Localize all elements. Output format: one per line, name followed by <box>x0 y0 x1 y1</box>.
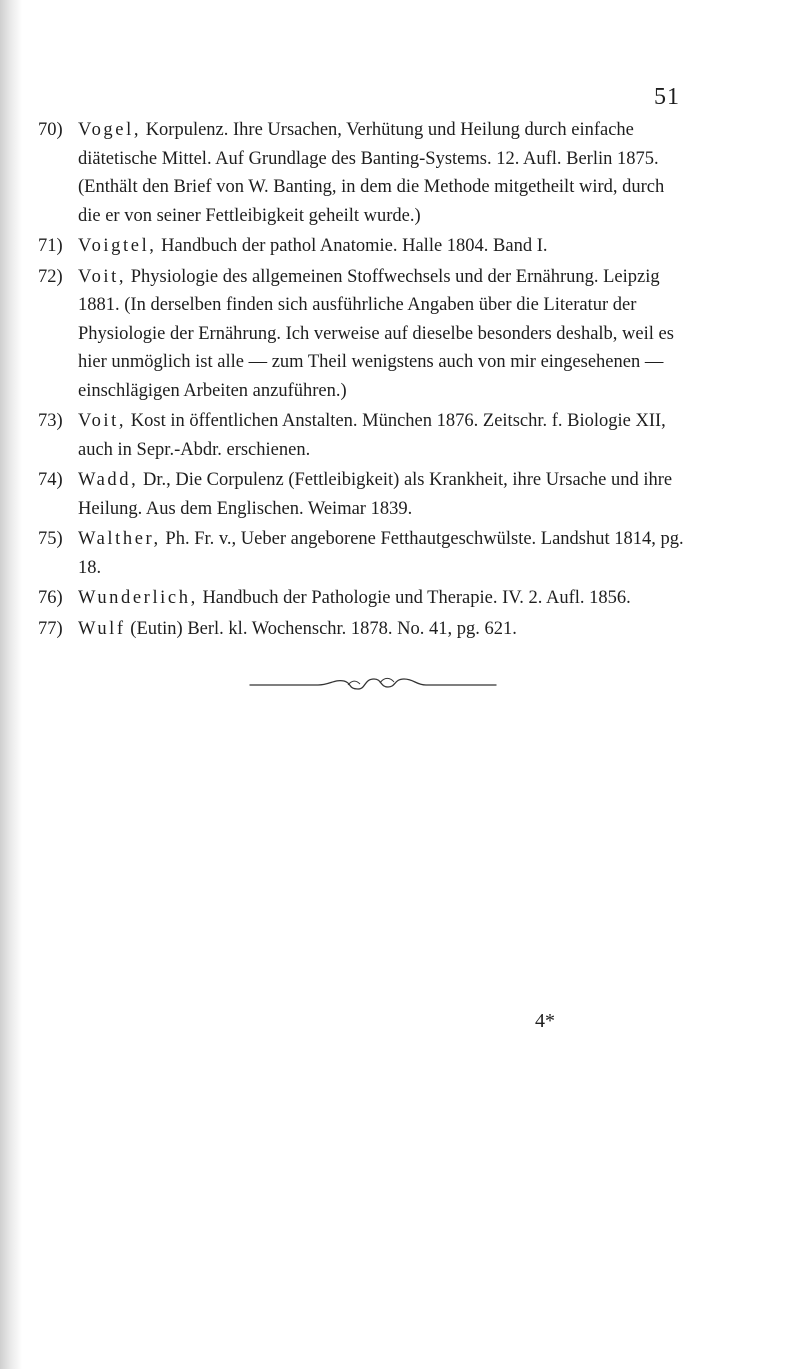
reference-73 <box>38 407 690 464</box>
reference-author: Voigtel, <box>78 236 157 256</box>
reference-author: Voit, <box>78 266 127 287</box>
reference-text: Kost in öffentlichen Anstalten. München 1876. Zeitschr. f. Biologie XII, auch in Sepr.-Abdr. erschienen. <box>78 411 666 460</box>
reference-77 <box>38 615 690 644</box>
reference-number: 77) <box>38 618 63 639</box>
reference-76 <box>38 584 690 613</box>
reference-author: Wulf <box>78 618 126 639</box>
reference-author: Walther, <box>78 529 161 549</box>
reference-text: Physiologie des allgemeinen Stoffwechsels und der Ernährung. Leipzig 1881. (In derselben finden sich ausführliche Angaben über die Literatur der Physiologie der Ernährung. Ich verweise auf dieselbe besonders deshalb, weil es hier unmöglich ist alle — zum Theil wenigstens auch von mir eingesehenen — einschlägigen Arbeiten anzuführen.) <box>78 266 674 401</box>
reference-author: Voit, <box>78 411 127 431</box>
reference-text: Dr., Die Corpulenz (Fettleibigkeit) als Krankheit, ihre Ursache und ihre Heilung. Aus dem Englischen. Weimar 1839. <box>78 470 673 519</box>
reference-71 <box>38 232 690 261</box>
reference-author: Wunderlich, <box>78 588 198 608</box>
signature-mark: 4* <box>535 1010 555 1032</box>
reference-author: Wadd, <box>78 470 139 490</box>
reference-text: Korpulenz. Ihre Ursachen, Verhütung und Heilung durch einfache diätetische Mittel. Auf Grundlage des Banting-Systems. 12. Aufl. Berlin 1875. (Enthält den Brief von W. Banting, in dem die Methode mitgetheilt wird, durch die er von seiner Fettleibigkeit geheilt wurde.) <box>78 120 665 226</box>
reference-number: 74) <box>38 470 63 490</box>
reference-text: (Eutin) Berl. kl. Wochenschr. 1878. No. 41, pg. 621. <box>125 618 517 639</box>
reference-list <box>38 116 690 645</box>
page-number: 51 <box>654 84 680 110</box>
ornament-flourish <box>250 679 496 689</box>
reference-number: 71) <box>38 236 63 256</box>
page-edge-shadow <box>0 0 22 1369</box>
reference-number: 70) <box>38 120 63 140</box>
reference-text: Ph. Fr. v., Ueber angeborene Fetthautgeschwülste. Landshut 1814, pg. 18. <box>78 529 684 578</box>
reference-number: 73) <box>38 411 63 431</box>
reference-author: Vogel, <box>78 120 142 140</box>
reference-75 <box>38 525 690 582</box>
reference-text: Handbuch der Pathologie und Therapie. IV. 2. Aufl. 1856. <box>197 588 631 608</box>
reference-number: 75) <box>38 529 63 549</box>
reference-72 <box>38 263 690 406</box>
reference-74 <box>38 466 690 523</box>
end-ornament <box>248 671 498 695</box>
reference-number: 76) <box>38 588 63 608</box>
reference-number: 72) <box>38 266 63 287</box>
reference-70 <box>38 116 690 230</box>
reference-text: Handbuch der pathol Anatomie. Halle 1804. Band I. <box>156 236 548 256</box>
